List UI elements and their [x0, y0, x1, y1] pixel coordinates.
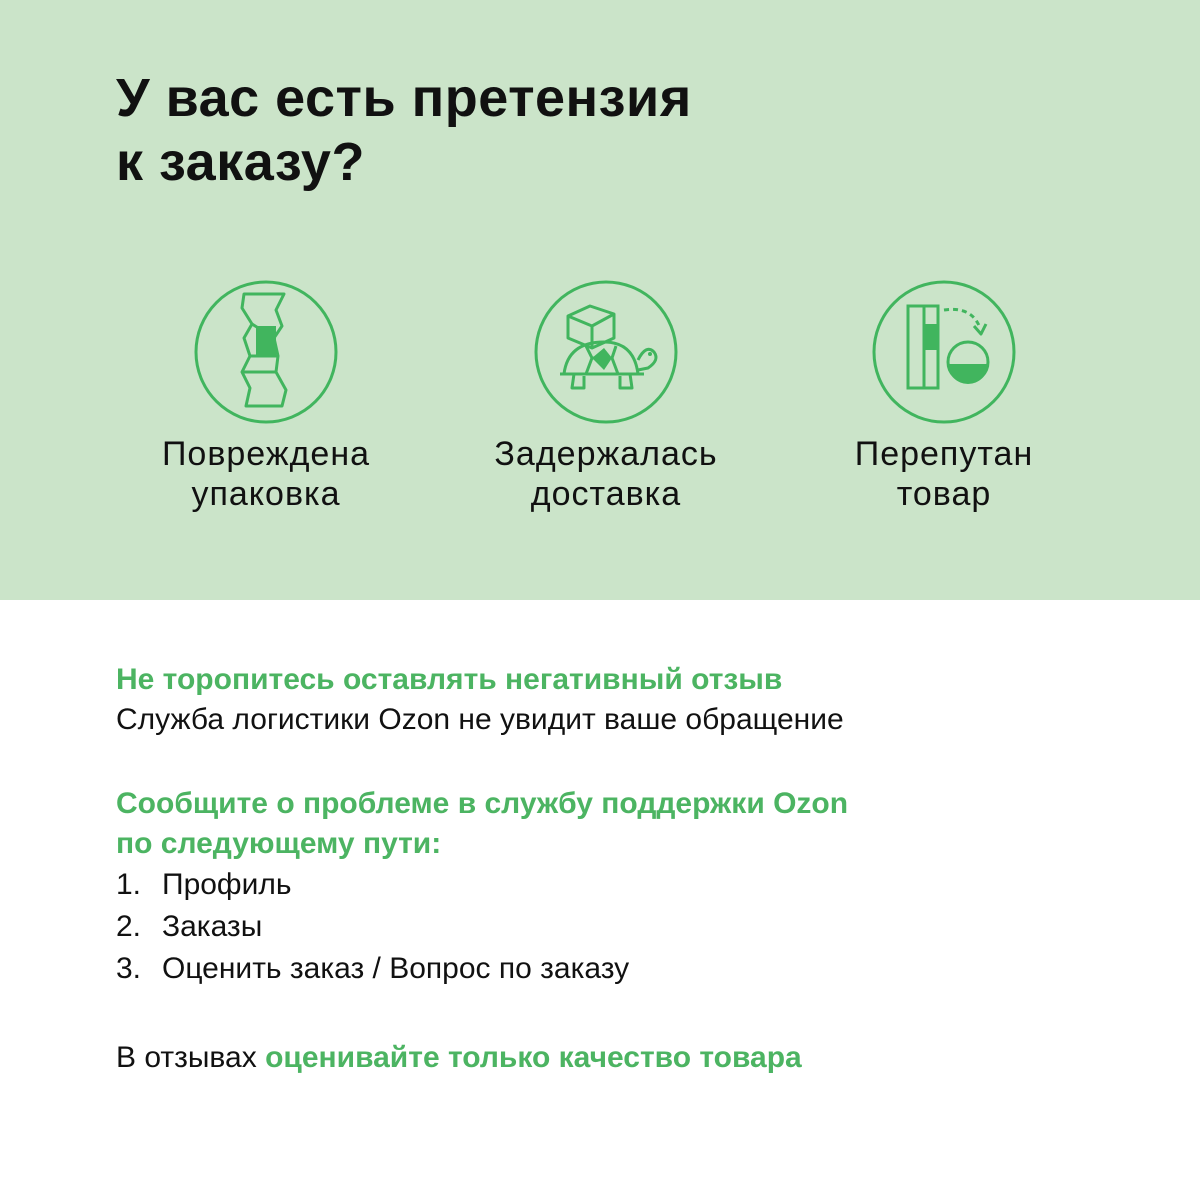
reviews-note	[116, 1038, 1136, 1078]
step-item	[116, 948, 1136, 990]
headline	[116, 66, 876, 194]
issue-label-line-2: упаковка	[191, 475, 341, 513]
issue-label	[774, 434, 1114, 514]
turtle-with-box-icon	[534, 280, 678, 424]
reviews-highlight: оценивайте только качество товара	[265, 1041, 802, 1074]
step-number: 1.	[116, 868, 142, 901]
issue-label-line-2: товар	[896, 475, 992, 513]
swapped-item-icon	[872, 280, 1016, 424]
issue-damaged-packaging	[96, 280, 436, 540]
step-item	[116, 864, 1136, 906]
issue-label	[96, 434, 436, 514]
step-number: 3.	[116, 952, 142, 985]
step-number: 2.	[116, 910, 142, 943]
issue-wrong-item	[774, 280, 1114, 540]
advice-section	[116, 660, 1136, 1078]
issue-delayed-delivery	[436, 280, 776, 540]
reviews-prefix: В отзывах	[116, 1041, 266, 1074]
headline-line-2: к заказу?	[116, 132, 365, 192]
issue-label-line-2: доставка	[530, 475, 682, 513]
issue-label	[436, 434, 776, 514]
issue-label-line-1: Повреждена	[161, 435, 371, 473]
step-text: Профиль	[162, 868, 292, 901]
support-heading-line-1: Сообщите о проблеме в службу поддержки Ozon	[116, 787, 849, 820]
issue-label-line-1: Задержалась	[494, 435, 718, 473]
issue-label-line-1: Перепутан	[854, 435, 1034, 473]
step-text: Заказы	[162, 910, 263, 943]
warning-note: Служба логистики Ozon не увидит ваше обращение	[116, 703, 844, 736]
step-text: Оценить заказ / Вопрос по заказу	[162, 952, 630, 985]
support-steps-list	[116, 864, 1136, 990]
torn-package-icon	[194, 280, 338, 424]
warning-heading: Не торопитесь оставлять негативный отзыв	[116, 663, 783, 696]
step-item	[116, 906, 1136, 948]
support-heading-line-2: по следующему пути:	[116, 827, 442, 860]
headline-line-1: У вас есть претензия	[116, 68, 692, 128]
